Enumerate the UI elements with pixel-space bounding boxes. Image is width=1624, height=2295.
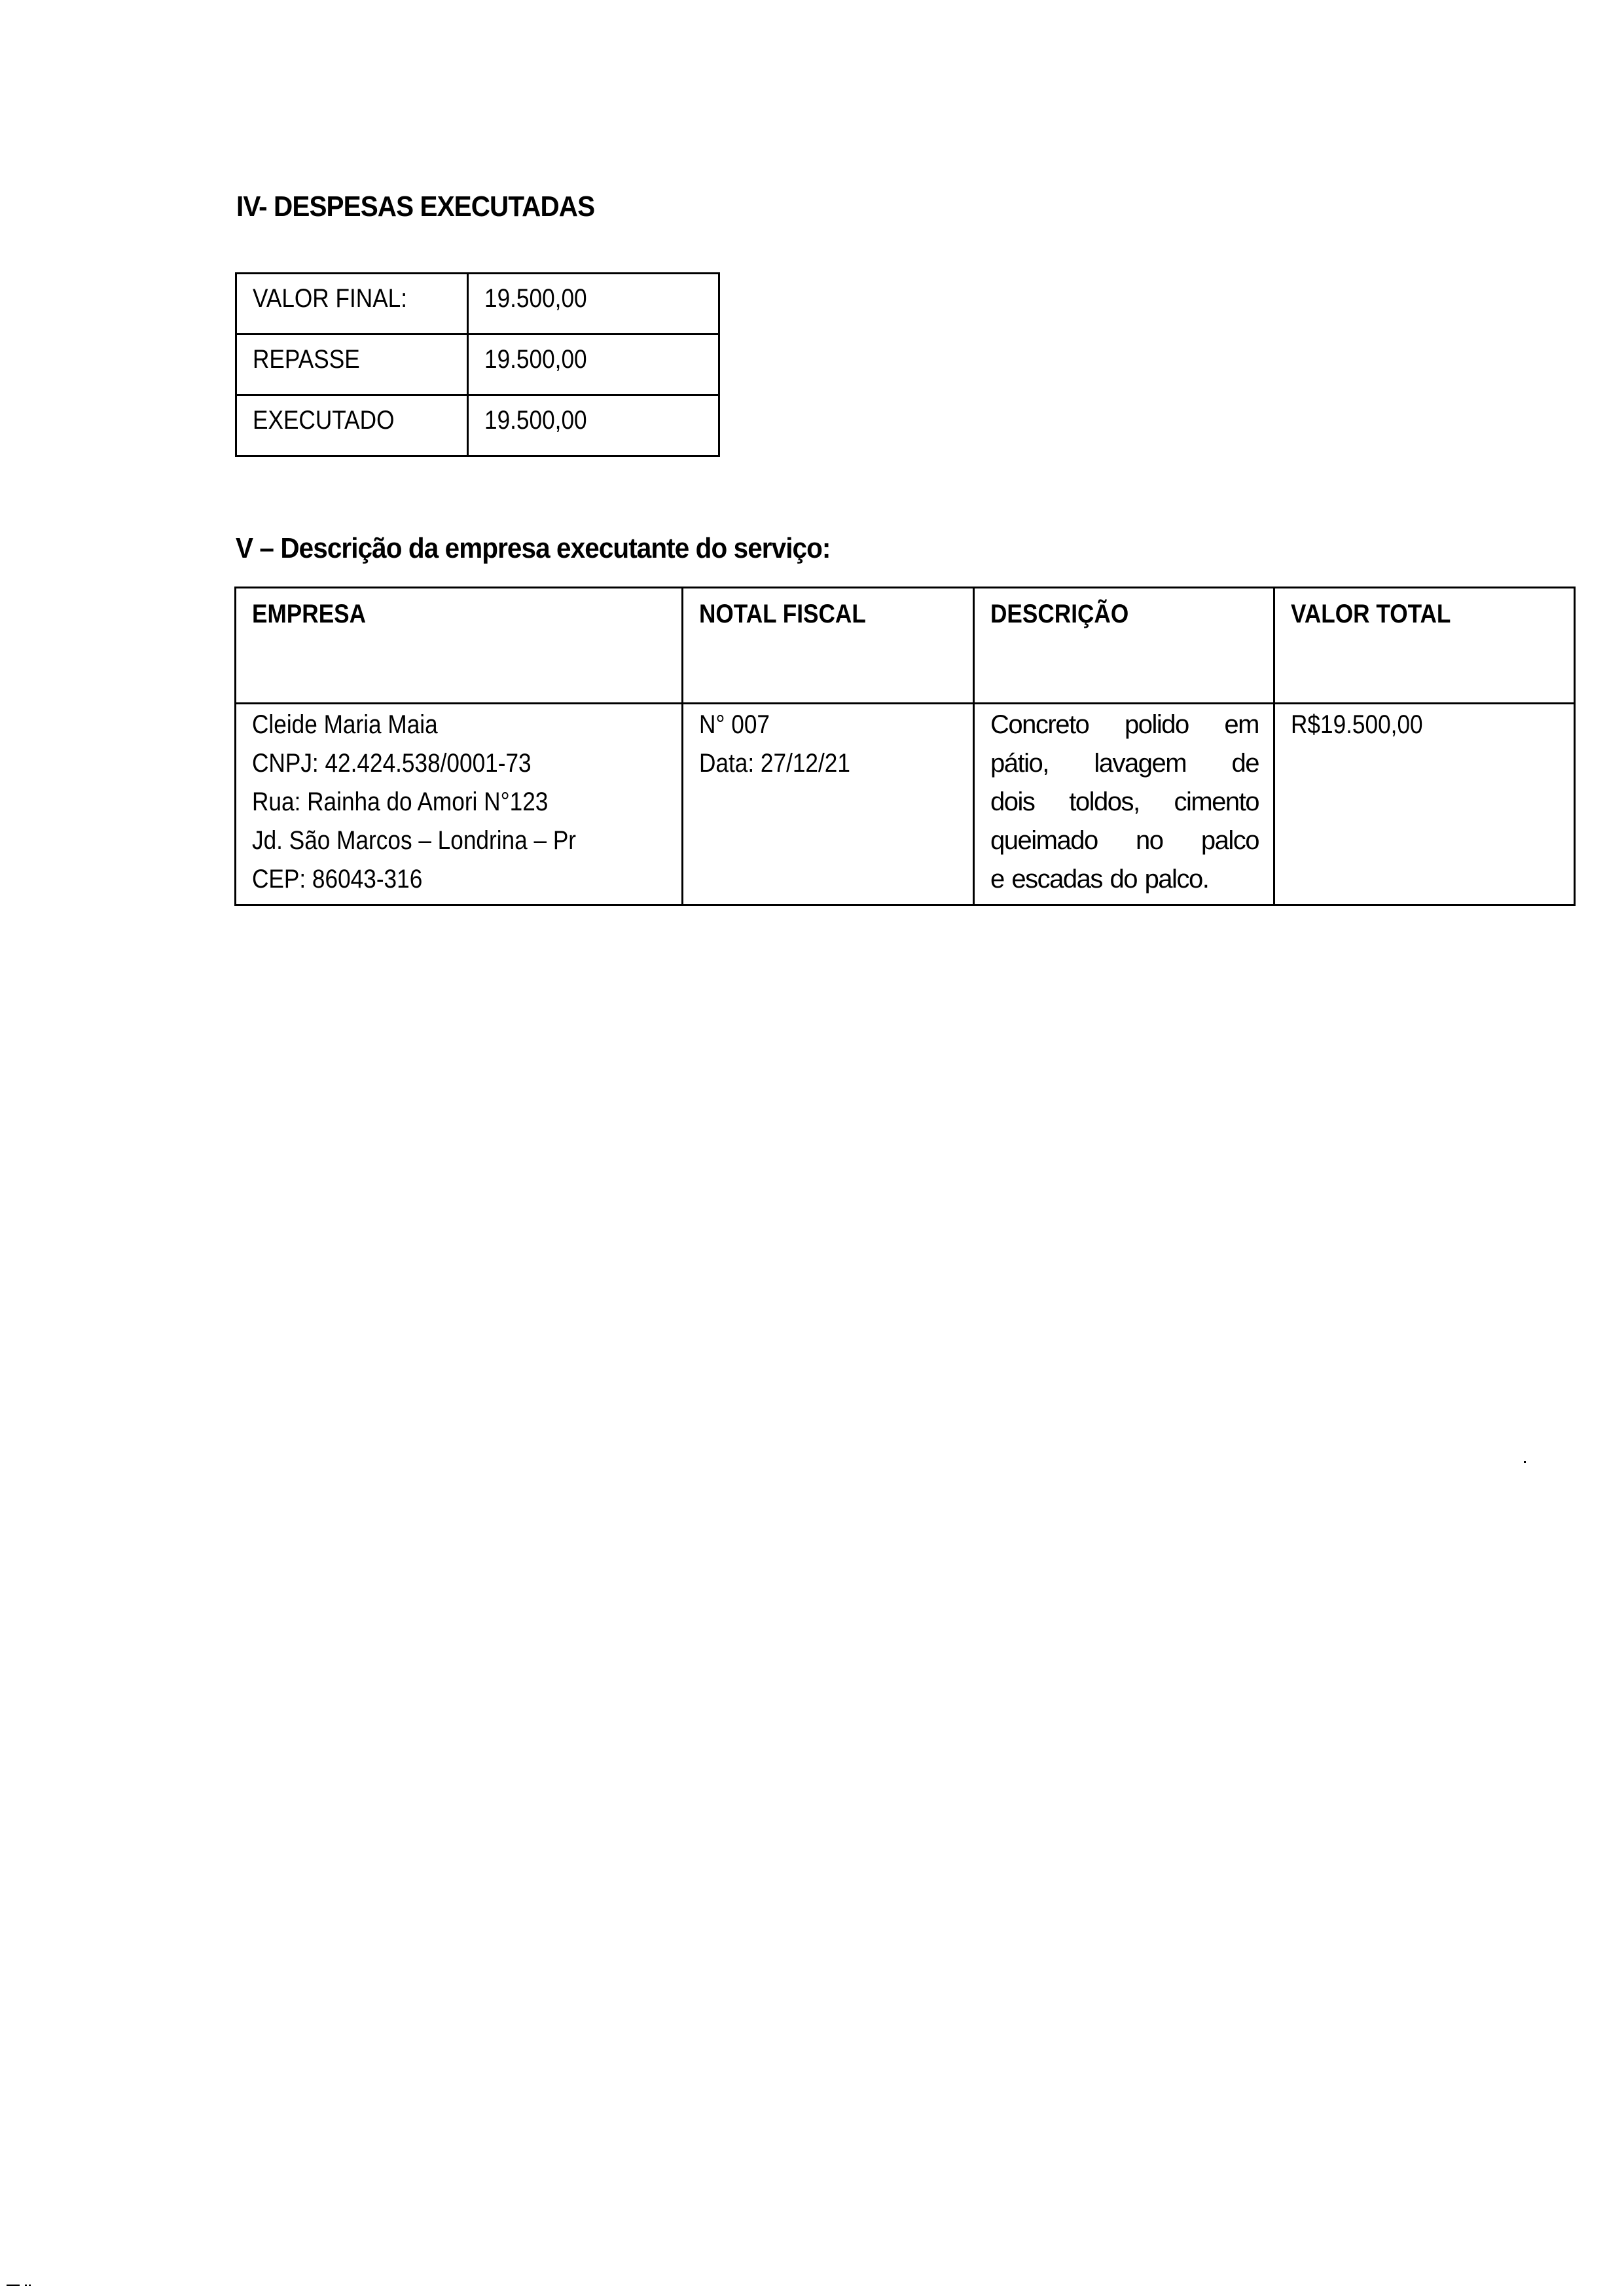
description-line: e escadas do palco. [990, 865, 1209, 894]
table-row [236, 395, 719, 456]
column-header-descricao [974, 588, 1274, 704]
company-cep: CEP: 86043-316 [252, 865, 423, 894]
repasse-value: 19.500,00 [484, 345, 587, 374]
descricao-cell [974, 704, 1274, 905]
description-line: Concreto polido em [990, 710, 1259, 739]
company-name: Cleide Maria Maia [252, 710, 438, 739]
empresa-cell [236, 704, 683, 905]
column-header-valor-total [1274, 588, 1575, 704]
section-iv-heading: IV- DESPESAS EXECUTADAS [236, 190, 595, 223]
company-cnpj: CNPJ: 42.424.538/0001-73 [252, 749, 532, 778]
company-street: Rua: Rainha do Amori N°123 [252, 787, 549, 816]
scan-speck [7, 2285, 20, 2286]
description-line: queimado no palco [990, 826, 1259, 855]
row-value-cell [468, 274, 719, 334]
invoice-number: N° 007 [699, 710, 770, 739]
column-header-label: DESCRIÇÃO [990, 600, 1129, 628]
table-row [236, 334, 719, 395]
column-header-nota-fiscal [683, 588, 974, 704]
nota-fiscal-cell [683, 704, 974, 905]
company-district-city: Jd. São Marcos – Londrina – Pr [252, 826, 577, 855]
section-v-heading: V – Descrição da empresa executante do serviço: [236, 532, 831, 564]
column-header-label: EMPRESA [252, 600, 367, 628]
row-value-cell [468, 395, 719, 456]
column-header-label: NOTAL FISCAL [699, 600, 866, 628]
company-description-table [234, 587, 1576, 906]
repasse-label: REPASSE [253, 345, 360, 374]
expenses-summary-table [235, 272, 720, 457]
valor-final-value: 19.500,00 [484, 284, 587, 313]
column-header-label: VALOR TOTAL [1291, 600, 1451, 628]
total-value: R$19.500,00 [1291, 710, 1423, 739]
invoice-date: Data: 27/12/21 [699, 749, 850, 778]
description-line: pátio, lavagem de [990, 749, 1259, 778]
row-value-cell [468, 334, 719, 395]
row-label-cell [236, 274, 468, 334]
row-label-cell [236, 395, 468, 456]
valor-total-cell [1274, 704, 1575, 905]
scan-speck [1524, 1461, 1526, 1463]
table-header-row [236, 588, 1575, 704]
scan-speck [25, 2285, 27, 2286]
column-header-empresa [236, 588, 683, 704]
table-row [236, 274, 719, 334]
description-line: dois toldos, cimento [990, 787, 1259, 816]
valor-final-label: VALOR FINAL: [253, 284, 408, 313]
row-label-cell [236, 334, 468, 395]
scan-speck [29, 2285, 31, 2286]
table-row [236, 704, 1575, 905]
executado-value: 19.500,00 [484, 406, 587, 435]
executado-label: EXECUTADO [253, 406, 395, 435]
